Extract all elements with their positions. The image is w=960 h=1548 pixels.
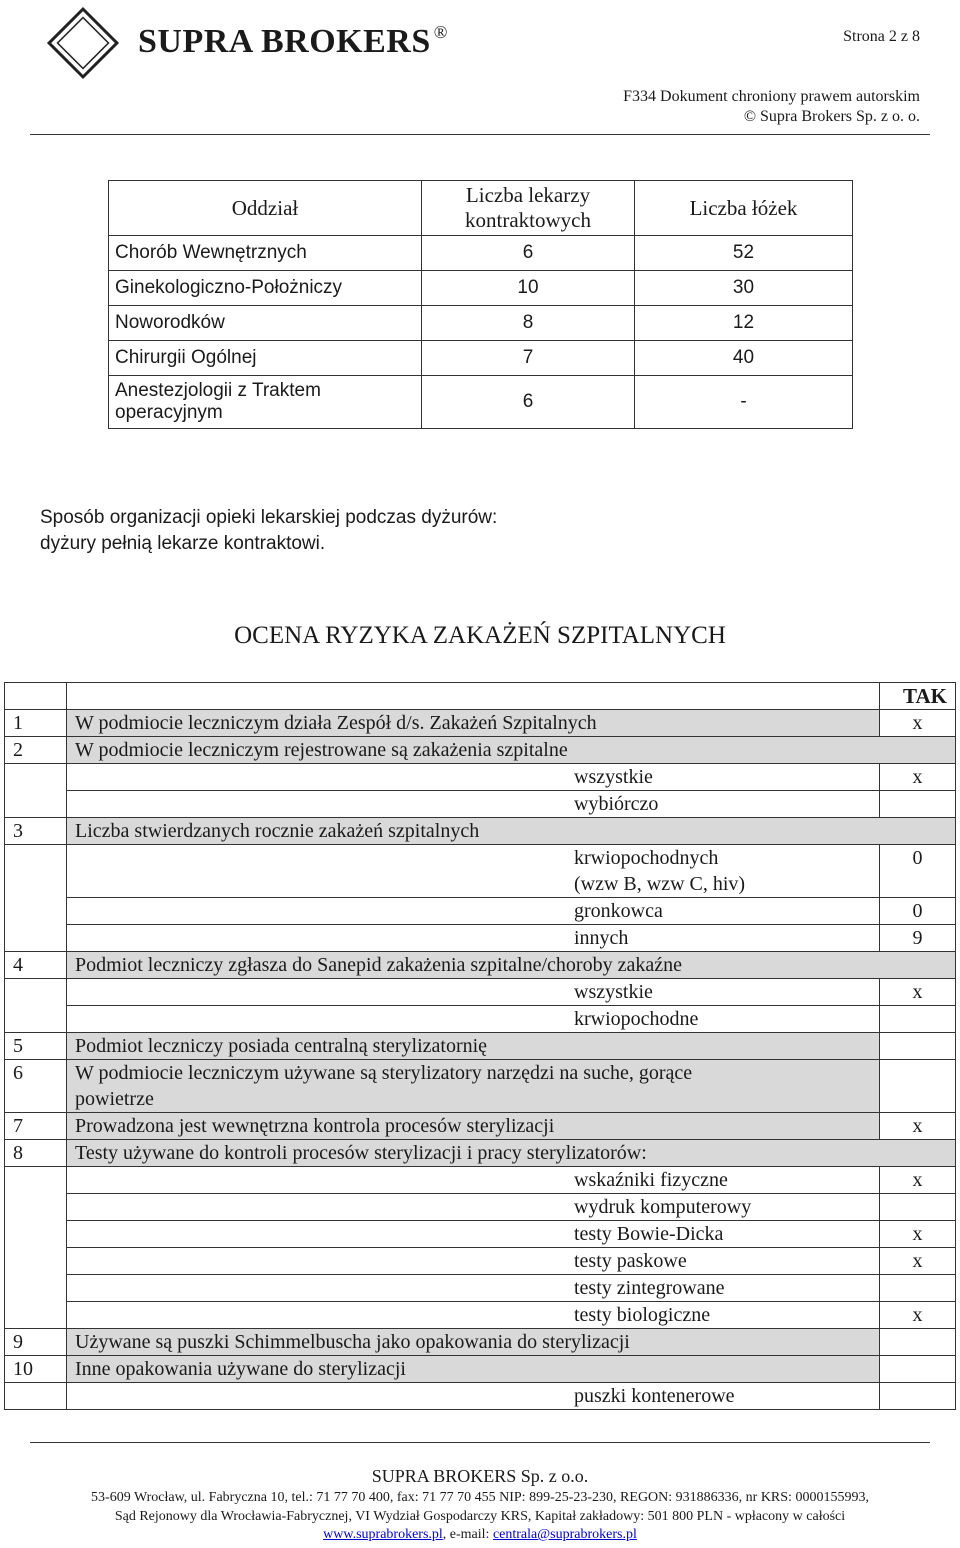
doctors-count: 6 — [422, 236, 635, 271]
ward-name: Noworodków — [109, 306, 422, 341]
option-mark — [880, 791, 956, 818]
organization-line-2: dyżury pełnią lekarze kontraktowi. — [40, 533, 326, 554]
header-divider — [30, 134, 930, 135]
table-subrow — [5, 845, 956, 898]
table-subrow — [5, 1167, 956, 1194]
row-number: 6 — [5, 1060, 67, 1113]
option-mark: x — [880, 1248, 956, 1275]
brand-name: SUPRA BROKERS ® — [138, 22, 448, 60]
row-question: Używane są puszki Schimmelbuscha jako opakowania do sterylizacji — [67, 1329, 880, 1356]
option-mark: x — [880, 1221, 956, 1248]
section-title: OCENA RYZYKA ZAKAŻEŃ SZPITALNYCH — [234, 622, 726, 649]
table-subrow — [5, 1006, 956, 1033]
option-label: wybiórczo — [67, 791, 880, 818]
table-subrow — [5, 791, 956, 818]
table-row — [109, 236, 853, 271]
row-question: W podmiocie leczniczym działa Zespół d/s. Zakażeń Szpitalnych — [67, 710, 880, 737]
beds-count: - — [635, 376, 853, 429]
page-number: Strona 2 z 8 — [843, 28, 920, 45]
row-number: 3 — [5, 818, 67, 845]
row-question: Podmiot leczniczy posiada centralną sterylizatornię — [67, 1033, 880, 1060]
option-label: wszystkie — [67, 979, 880, 1006]
doctors-count: 7 — [422, 341, 635, 376]
option-mark — [880, 1006, 956, 1033]
row-mark: x — [880, 710, 956, 737]
table-subrow — [5, 1248, 956, 1275]
copyright-owner: © Supra Brokers Sp. z o. o. — [743, 108, 920, 125]
beds-count: 30 — [635, 271, 853, 306]
table-header-row — [5, 683, 956, 710]
option-label: puszki kontenerowe — [67, 1383, 880, 1410]
option-label: krwiopochodnych (wzw B, wzw C, hiv) — [67, 845, 880, 898]
row-mark: x — [880, 1113, 956, 1140]
option-mark — [880, 1194, 956, 1221]
col-header-tak: TAK — [880, 683, 956, 710]
footer-contact: www.suprabrokers.pl, e-mail: centrala@suprabrokers.pl — [323, 1527, 637, 1542]
row-mark — [880, 1060, 956, 1113]
option-label: gronkowca — [67, 898, 880, 925]
table-row — [5, 818, 956, 845]
table-row — [5, 1140, 956, 1167]
table-row — [109, 341, 853, 376]
table-row — [5, 1033, 956, 1060]
ward-name: Chorób Wewnętrznych — [109, 236, 422, 271]
footer-court: Sąd Rejonowy dla Wrocławia-Fabrycznej, VI Wydział Gospodarczy KRS, Kapitał zakładowy: 501 800 PLN - wpłacony w całości — [114, 1509, 846, 1524]
option-mark: x — [880, 1167, 956, 1194]
table-subrow — [5, 898, 956, 925]
row-question: Testy używane do kontroli procesów sterylizacji i pracy sterylizatorów: — [67, 1140, 956, 1167]
beds-count: 12 — [635, 306, 853, 341]
table-row — [5, 1113, 956, 1140]
option-label: wskaźniki fizyczne — [67, 1167, 880, 1194]
supra-logo-icon — [44, 4, 122, 82]
table-subrow — [5, 925, 956, 952]
footer-address: 53-609 Wrocław, ul. Fabryczna 10, tel.: 71 77 70 400, fax: 71 77 70 455 NIP: 899-25-23-230, REGON: 931886336, nr KRS: 0000155993, — [91, 1490, 869, 1505]
doctors-count: 8 — [422, 306, 635, 341]
option-label: krwiopochodne — [67, 1006, 880, 1033]
ward-name: Ginekologiczno-Położniczy — [109, 271, 422, 306]
row-number: 7 — [5, 1113, 67, 1140]
wards-table — [108, 180, 853, 429]
doctors-count: 6 — [422, 376, 635, 429]
table-subrow — [5, 764, 956, 791]
ward-name: Anestezjologii z Traktem operacyjnym — [109, 376, 422, 429]
footer-divider — [30, 1442, 930, 1443]
option-label: innych — [67, 925, 880, 952]
beds-count: 40 — [635, 341, 853, 376]
row-question: W podmiocie leczniczym rejestrowane są zakażenia szpitalne — [67, 737, 956, 764]
row-number: 10 — [5, 1356, 67, 1383]
table-row — [5, 1060, 956, 1113]
option-mark: x — [880, 1302, 956, 1329]
row-number: 2 — [5, 737, 67, 764]
row-question: Podmiot leczniczy zgłasza do Sanepid zakażenia szpitalne/choroby zakaźne — [67, 952, 956, 979]
option-mark: 0 — [880, 845, 956, 898]
table-row — [5, 1356, 956, 1383]
doctors-count: 10 — [422, 271, 635, 306]
row-number: 4 — [5, 952, 67, 979]
table-subrow — [5, 1302, 956, 1329]
beds-count: 52 — [635, 236, 853, 271]
row-question: Liczba stwierdzanych rocznie zakażeń szpitalnych — [67, 818, 956, 845]
organization-line-1: Sposób organizacji opieki lekarskiej podczas dyżurów: — [40, 507, 498, 528]
row-number: 5 — [5, 1033, 67, 1060]
table-row — [5, 710, 956, 737]
copyright-notice: F334 Dokument chroniony prawem autorskim — [623, 88, 920, 105]
option-label: wszystkie — [67, 764, 880, 791]
table-row — [109, 306, 853, 341]
option-mark: x — [880, 764, 956, 791]
option-mark: 9 — [880, 925, 956, 952]
table-subrow — [5, 1275, 956, 1302]
table-subrow — [5, 1383, 956, 1410]
table-row — [5, 952, 956, 979]
col-header-ward: Oddział — [109, 181, 422, 236]
row-question: W podmiocie leczniczym używane są sterylizatory narzędzi na suche, gorące powietrze — [67, 1060, 880, 1113]
row-number: 1 — [5, 710, 67, 737]
table-row — [5, 1329, 956, 1356]
website-link[interactable]: www.suprabrokers.pl — [323, 1527, 443, 1542]
ward-name: Chirurgii Ogólnej — [109, 341, 422, 376]
option-label: testy paskowe — [67, 1248, 880, 1275]
option-label: testy zintegrowane — [67, 1275, 880, 1302]
option-label: testy Bowie-Dicka — [67, 1221, 880, 1248]
option-mark: x — [880, 979, 956, 1006]
row-question: Inne opakowania używane do sterylizacji — [67, 1356, 880, 1383]
table-row — [5, 737, 956, 764]
table-subrow — [5, 1194, 956, 1221]
footer-company: SUPRA BROKERS Sp. z o.o. — [371, 1466, 589, 1486]
row-question: Prowadzona jest wewnętrzna kontrola procesów sterylizacji — [67, 1113, 880, 1140]
row-mark — [880, 1329, 956, 1356]
option-mark — [880, 1275, 956, 1302]
table-row — [109, 376, 853, 429]
option-mark — [880, 1383, 956, 1410]
table-row — [109, 271, 853, 306]
row-number: 9 — [5, 1329, 67, 1356]
row-mark — [880, 1033, 956, 1060]
email-link[interactable]: centrala@suprabrokers.pl — [492, 1527, 637, 1542]
organization-note — [40, 505, 497, 557]
risk-table — [4, 682, 956, 1410]
col-header-doctors: Liczba lekarzy kontraktowych — [422, 181, 635, 236]
col-header-beds: Liczba łóżek — [635, 181, 853, 236]
option-label: testy biologiczne — [67, 1302, 880, 1329]
table-subrow — [5, 979, 956, 1006]
option-label: wydruk komputerowy — [67, 1194, 880, 1221]
table-subrow — [5, 1221, 956, 1248]
option-mark: 0 — [880, 898, 956, 925]
table-header-row — [109, 181, 853, 236]
row-number: 8 — [5, 1140, 67, 1167]
